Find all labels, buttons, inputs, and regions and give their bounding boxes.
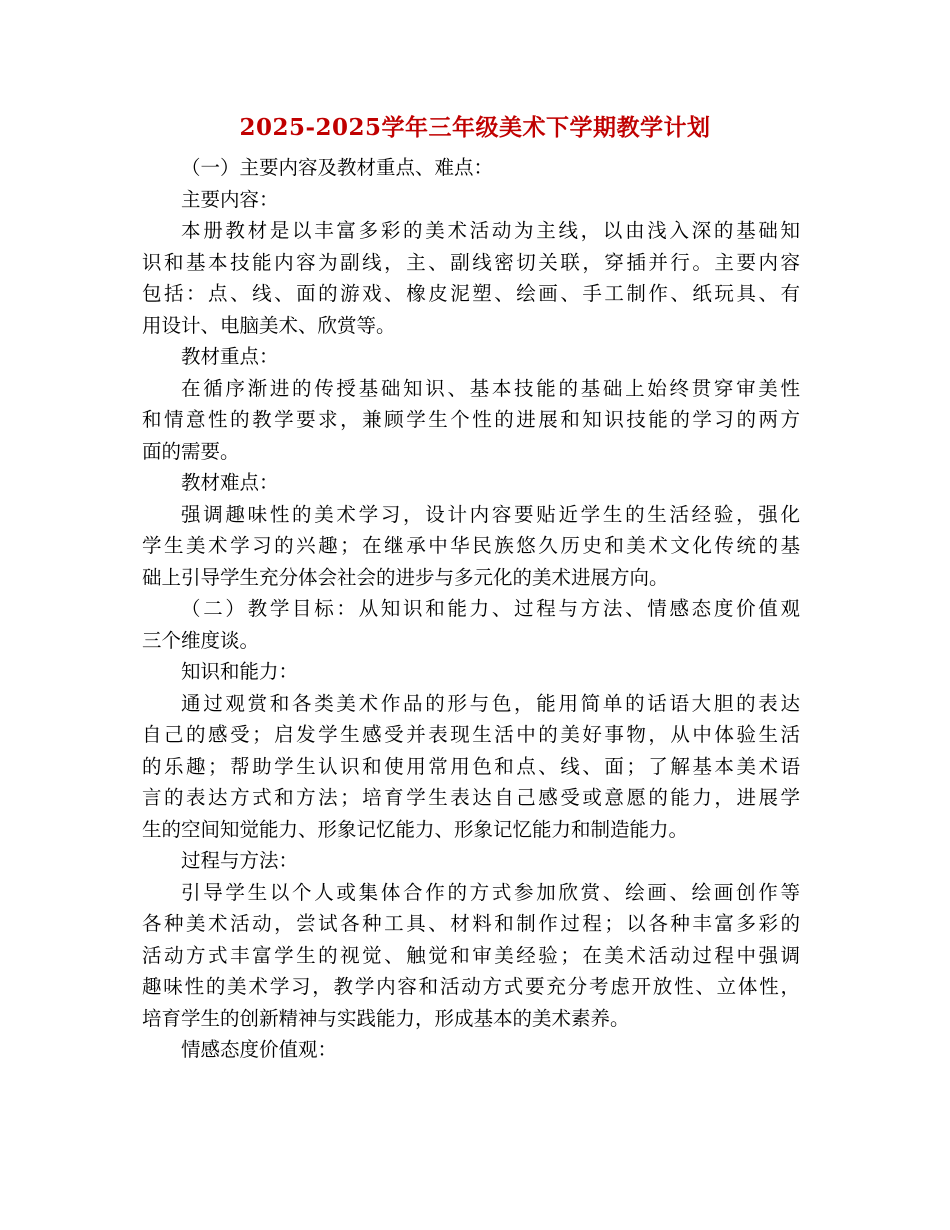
text-line: 础上引导学生充分体会社会的进步与多元化的美术进展方向。: [142, 565, 669, 589]
text-line: 教材难点：: [181, 471, 279, 494]
text-line: 活动方式丰富学生的视觉、触觉和审美经验；在美术活动过程中强调: [142, 943, 800, 967]
paragraph: [142, 499, 800, 594]
text-line: 情感态度价值观：: [181, 1038, 338, 1061]
paragraph: [142, 877, 800, 1035]
paragraph: [142, 341, 800, 373]
paragraph: [142, 184, 800, 216]
text-line: 主要内容：: [181, 187, 279, 211]
paragraph: [142, 1034, 800, 1066]
text-line: 面的需要。: [142, 439, 240, 463]
text-line: 趣味性的美术学习，教学内容和活动方式要充分考虑开放性、立体性，: [142, 975, 800, 998]
text-line: 各种美术活动，尝试各种工具、材料和制作过程；以各种丰富多彩的: [142, 912, 800, 935]
paragraph: [142, 656, 800, 688]
text-line: 三个维度谈。: [142, 628, 260, 652]
text-line: 学生美术学习的兴趣；在继承中华民族悠久历史和美术文化传统的基: [142, 534, 800, 557]
paragraph: [142, 215, 800, 341]
text-line: 通过观赏和各类美术作品的形与色，能用简单的话语大胆的表达: [181, 691, 800, 715]
text-line: 知识和能力：: [181, 660, 299, 683]
text-line: 强调趣味性的美术学习，设计内容要贴近学生的生活经验，强化: [181, 502, 800, 526]
document-body: [142, 152, 800, 1066]
document-title: 2025-2025学年三年级美术下学期教学计划: [239, 114, 711, 141]
text-line: （一）主要内容及教材重点、难点：: [181, 156, 494, 179]
text-line: 在循序渐进的传授基础知识、基本技能的基础上始终贯穿审美性: [181, 376, 800, 400]
text-line: 培育学生的创新精神与实践能力，形成基本的美术素养。: [142, 1006, 630, 1030]
text-line: （二）教学目标：从知识和能力、过程与方法、情感态度价值观: [181, 597, 800, 620]
text-line: 生的空间知觉能力、形象记忆能力、形象记忆能力和制造能力。: [142, 817, 689, 841]
text-line: 自己的感受；启发学生感受并表现生活中的美好事物，从中体验生活: [142, 723, 800, 746]
paragraph: [142, 152, 800, 184]
paragraph: [142, 845, 800, 877]
paragraph: [142, 688, 800, 846]
text-line: 用设计、电脑美术、欣赏等。: [142, 313, 396, 337]
text-line: 教材重点：: [181, 345, 279, 368]
paragraph: [142, 593, 800, 656]
paragraph: [142, 467, 800, 499]
text-line: 识和基本技能内容为副线，主、副线密切关联，穿插并行。主要内容: [142, 250, 800, 274]
text-line: 言的表达方式和方法；培育学生表达自己感受或意愿的能力，进展学: [142, 786, 800, 809]
paragraph: [142, 373, 800, 468]
text-line: 引导学生以个人或集体合作的方式参加欣赏、绘画、绘画创作等: [181, 880, 800, 904]
text-line: 和情意性的教学要求，兼顾学生个性的进展和知识技能的学习的两方: [142, 408, 800, 431]
text-line: 包括：点、线、面的游戏、橡皮泥塑、绘画、手工制作、纸玩具、有: [142, 282, 800, 305]
text-line: 过程与方法：: [181, 849, 299, 872]
text-line: 的乐趣；帮助学生认识和使用常用色和点、线、面；了解基本美术语: [142, 754, 800, 778]
text-line: 本册教材是以丰富多彩的美术活动为主线，以由浅入深的基础知: [181, 219, 800, 242]
